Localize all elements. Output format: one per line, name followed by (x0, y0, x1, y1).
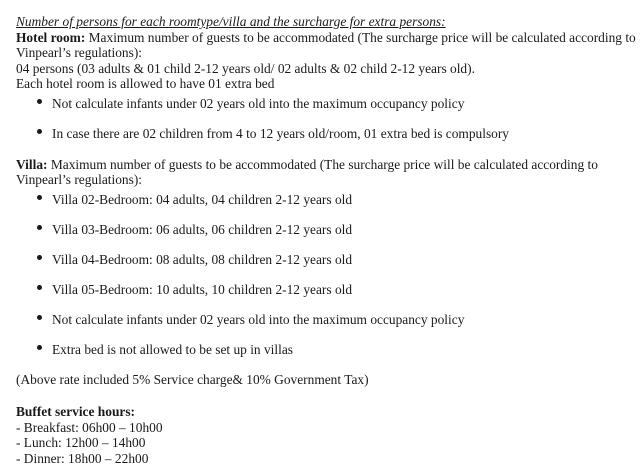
buffet-hours-title: Buffet service hours: (16, 404, 640, 420)
list-item: Villa 04-Bedroom: 08 adults, 08 children 2-12 years old (52, 250, 640, 280)
buffet-hours-section (16, 404, 640, 466)
buffet-breakfast: - Breakfast: 06h00 – 10h00 (16, 420, 640, 436)
villa-description (16, 157, 640, 188)
hotel-room-description (16, 30, 640, 61)
list-item: Not calculate infants under 02 years old into the maximum occupancy policy (52, 94, 640, 124)
hotel-room-extra-bed: Each hotel room is allowed to have 01 extra bed (16, 76, 640, 92)
hotel-room-policy-list (16, 94, 640, 154)
buffet-lunch: - Lunch: 12h00 – 14h00 (16, 435, 640, 451)
tax-note: (Above rate included 5% Service charge& 10% Government Tax) (16, 372, 640, 388)
villa-label: Villa: (16, 157, 48, 172)
list-item: In case there are 02 children from 4 to 12 years old/room, 01 extra bed is compulsory (52, 124, 640, 154)
list-item: Villa 03-Bedroom: 06 adults, 06 children 2-12 years old (52, 220, 640, 250)
list-item: Not calculate infants under 02 years old into the maximum occupancy policy (52, 310, 640, 340)
buffet-dinner: - Dinner: 18h00 – 22h00 (16, 451, 640, 466)
villa-description-text: Maximum number of guests to be accommodated (The surcharge price will be calculated according to Vinpearl’s regulations): (16, 157, 598, 188)
list-item: Extra bed is not allowed to be set up in villas (52, 340, 640, 370)
hotel-room-persons: 04 persons (03 adults & 01 child 2-12 years old/ 02 adults & 02 child 2-12 years old). (16, 61, 640, 77)
list-item: Villa 02-Bedroom: 04 adults, 04 children 2-12 years old (52, 190, 640, 220)
villa-policy-list (16, 190, 640, 370)
list-item: Villa 05-Bedroom: 10 adults, 10 children 2-12 years old (52, 280, 640, 310)
hotel-room-description-text: Maximum number of guests to be accommodated (The surcharge price will be calculated according to Vinpearl’s regulations): (16, 30, 636, 61)
section-heading: Number of persons for each roomtype/villa and the surcharge for extra persons: (16, 14, 640, 30)
hotel-room-label: Hotel room: (16, 30, 85, 45)
